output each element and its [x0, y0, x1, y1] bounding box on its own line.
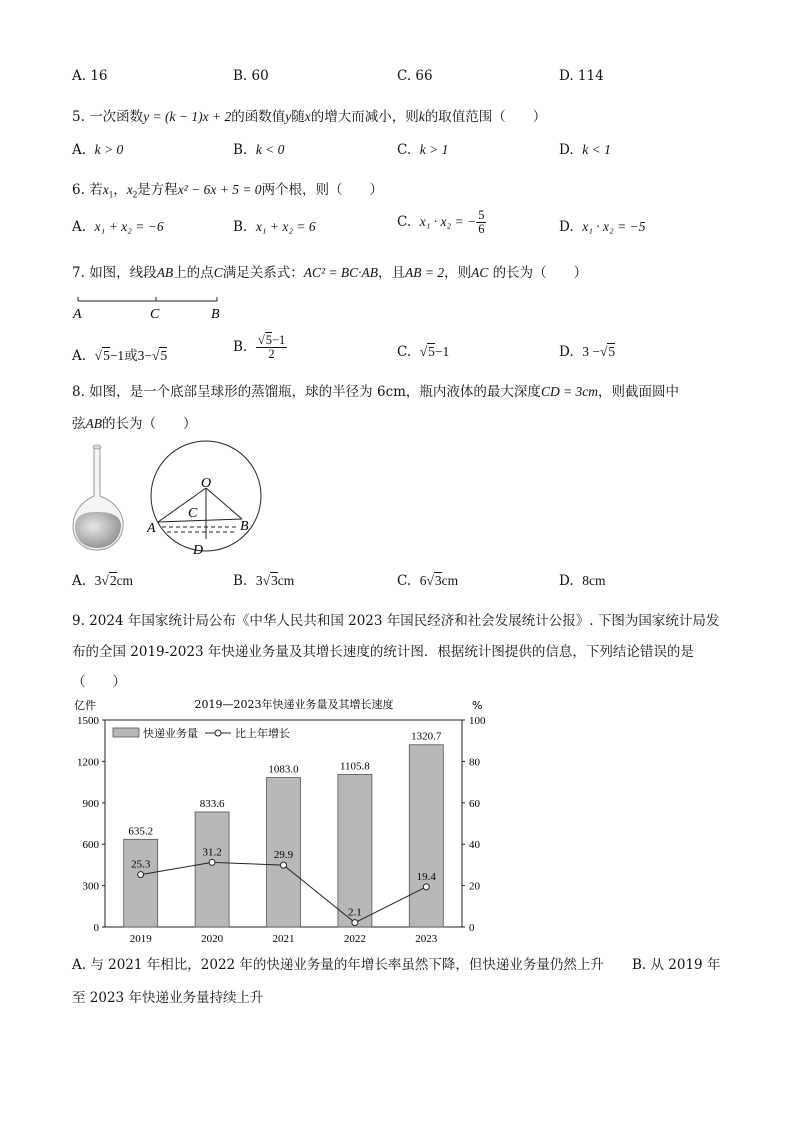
legend-line-marker	[215, 730, 221, 736]
q8-stem-line1: 8. 如图，是一个底部呈球形的蒸馏瓶，球的半径为 6cm，瓶内液体的最大深度CD = 3cm，则截面圆中	[72, 384, 680, 400]
growth-value-label: 25.3	[131, 858, 151, 871]
growth-point	[281, 862, 287, 868]
x-tick-label: 2022	[343, 933, 366, 945]
q8-circle-figure	[144, 436, 264, 560]
q6-equation: x² − 6x + 5 = 0	[177, 182, 262, 197]
y2-tick-label: 20	[469, 880, 480, 893]
q5-expr: y = (k − 1)x + 2	[143, 109, 232, 124]
q8-option-c: C. 6√3cm	[397, 573, 459, 589]
q4-option-d: D. 114	[559, 68, 604, 84]
q8-stem-line2: 弦AB的长为（ ）	[72, 416, 197, 432]
y2-tick-label: 60	[469, 797, 480, 810]
bar-value-label: 1105.8	[339, 760, 370, 773]
bar-value-label: 635.2	[128, 825, 154, 838]
bar-value-label: 833.6	[199, 797, 225, 810]
growth-point	[423, 884, 429, 890]
q4-option-a: A. 16	[72, 68, 108, 84]
y2-tick-label: 100	[469, 715, 486, 727]
q7-label-c: C	[150, 307, 160, 322]
q9-option-a: A. 与 2021 年相比，2022 年的快递业务量的年增长率虽然下降，但快递业务量仍然上升	[72, 957, 604, 973]
q6-c-fraction: $\frac{5}{6}$	[478, 208, 485, 237]
y-tick-label: 900	[82, 797, 99, 810]
q5-option-a: A. k > 0	[72, 142, 124, 158]
q4-option-b: B. 60	[233, 68, 269, 84]
y2-tick-label: 40	[469, 839, 480, 852]
q7-option-a: A. √5−1或3−√5	[72, 348, 168, 364]
growth-point	[138, 872, 144, 878]
y-tick-label: 1200	[77, 756, 99, 769]
bar	[195, 812, 229, 927]
q6-option-a: A. x₁ + x₂ = −6	[72, 219, 164, 235]
growth-point	[352, 920, 358, 926]
growth-value-label: 19.4	[416, 870, 436, 883]
q7-segment-figure	[70, 292, 230, 322]
express-delivery-chart	[64, 692, 504, 950]
y-tick-label: 600	[82, 839, 99, 852]
q6-option-c: C. x₁ · x₂ = − $\frac{5}{6}$	[397, 208, 485, 237]
q5-option-b: B. k < 0	[233, 142, 285, 158]
bar-value-label: 1083.0	[268, 763, 299, 776]
q7-b-fraction: $\frac{√5-1}{2}$	[257, 333, 286, 362]
bar	[409, 745, 443, 927]
q6-stem: 6. 若$x_1$，$x_2$是方程x² − 6x + 5 = 0两个根，则（ ）	[72, 182, 384, 200]
y-tick-label: 0	[93, 922, 99, 934]
q9-option-b: B. 从 2019 年	[632, 957, 721, 973]
q5-option-d: D. k < 1	[559, 142, 611, 158]
q6-option-d: D. x₁ · x₂ = −5	[559, 219, 646, 235]
x-tick-label: 2023	[415, 933, 438, 945]
q7-label-b: B	[211, 307, 220, 322]
chart-title: 2019—2023年快递业务量及其增长速度	[194, 698, 394, 711]
q6-option-b: B. x₁ + x₂ = 6	[233, 219, 316, 235]
q8-label-a: A	[147, 521, 156, 536]
q8-label-o: O	[201, 476, 212, 491]
legend-bar-label: 快递业务量	[143, 727, 198, 740]
growth-value-label: 2.1	[348, 906, 362, 919]
x-tick-label: 2021	[272, 933, 295, 945]
q7-option-c: C. √5−1	[397, 344, 450, 360]
legend-line-label: 比上年增长	[235, 727, 290, 740]
q5-option-c: C. k > 1	[397, 142, 449, 158]
bar	[338, 774, 372, 927]
growth-point	[209, 859, 215, 865]
q8-label-c: C	[188, 506, 198, 521]
q7-relation: AC² = BC·AB	[303, 265, 378, 280]
q7-option-d: D. 3 −√5	[559, 344, 616, 360]
chart-ylabel: 亿件	[74, 699, 96, 712]
bar	[124, 839, 158, 927]
x-tick-label: 2019	[129, 933, 152, 945]
y2-tick-label: 0	[469, 922, 475, 934]
growth-value-label: 31.2	[202, 846, 222, 859]
q5-stem: 5. 一次函数y = (k − 1)x + 2的函数值y随x的增大而减小，则k的取值范围（ ）	[72, 109, 547, 125]
distillation-flask-image	[70, 444, 126, 552]
growth-value-label: 29.9	[273, 849, 294, 862]
y-tick-label: 300	[82, 880, 99, 893]
q7-stem: 7. 如图，线段AB上的点C满足关系式：AC² = BC·AB，且AB = 2，则AC 的长为（ ）	[72, 265, 588, 281]
q7-label-a: A	[73, 307, 82, 322]
legend-bar-swatch	[113, 728, 139, 737]
q8-option-b: B. 3√3cm	[233, 573, 295, 589]
q8-option-a: A. 3√2cm	[72, 573, 134, 589]
y-tick-label: 1500	[77, 715, 99, 727]
q7-option-b: B. $\frac{√5-1}{2}$	[233, 333, 286, 362]
q8-label-d: D	[193, 543, 204, 558]
x-tick-label: 2020	[201, 933, 224, 945]
q9-stem-line1: 9. 2024 年国家统计局公布《中华人民共和国 2023 年国民经济和社会发展统计公报》. 下图为国家统计局发	[72, 613, 720, 629]
chart-y2label: %	[472, 699, 483, 712]
bar-value-label: 1320.7	[411, 730, 442, 743]
q8-label-b: B	[240, 519, 249, 534]
q9-option-b-cont: 至 2023 年快递业务量持续上升	[72, 990, 264, 1006]
y2-tick-label: 80	[469, 756, 480, 769]
q9-stem-line3: （ ）	[72, 674, 126, 690]
q9-stem-line2: 布的全国 2019-2023 年快递业务量及其增长速度的统计图．根据统计图提供的信息，下列结论错误的是	[72, 644, 694, 660]
q8-option-d: D. 8cm	[559, 573, 606, 589]
q4-option-c: C. 66	[397, 68, 433, 84]
